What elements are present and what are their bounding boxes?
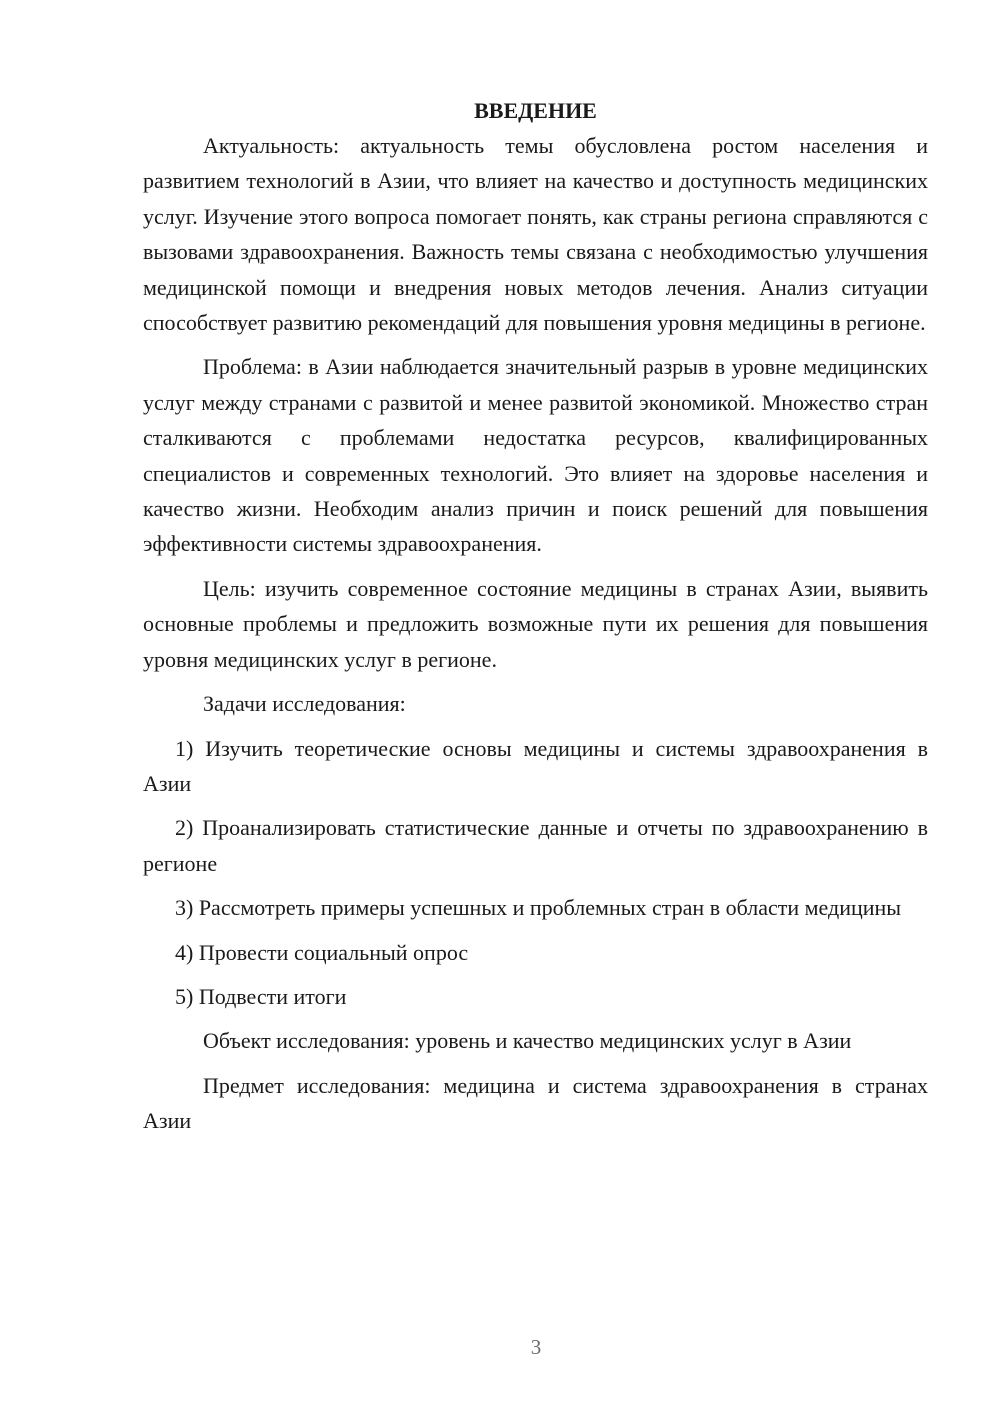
- list-item-task-3: 3) Рассмотреть примеры успешных и проблемных стран в области медицины: [175, 895, 902, 921]
- list-item-task-4: 4) Провести социальный опрос: [175, 939, 469, 965]
- list-item-task-2: 2) Проанализировать статистические данные и отчеты по здравоохранению в регионе: [143, 815, 928, 876]
- paragraph-object: Объект исследования: уровень и качество медицинских услуг в Азии: [203, 1028, 852, 1054]
- page-title: ВВЕДЕНИЕ: [474, 98, 597, 123]
- paragraph-goal: Цель: изучить современное состояние медицины в странах Азии, выявить основные проблемы и предложить возможные пути их решения для повышения уровня медицинских услуг в регионе.: [143, 575, 928, 672]
- paragraph-relevance: Актуальность: актуальность темы обусловлена ростом населения и развитием технологий в Азии, что влияет на качество и доступность медицинских услуг. Изучение этого вопроса помогает понять, как страны региона справляются с вызовами здравоохранения. Важность темы связана с необходимостью улучшения медицинской помощи и внедрения новых методов лечения. Анализ ситуации способствует развитию рекомендаций для повышения уровня медицины в регионе.: [143, 133, 928, 336]
- paragraph-subject: Предмет исследования: медицина и система здравоохранения в странах Азии: [143, 1072, 928, 1134]
- page-number: 3: [530, 1335, 542, 1359]
- list-item-task-5: 5) Подвести итоги: [175, 983, 347, 1009]
- document-page: [143, 96, 928, 1139]
- paragraph-problem: Проблема: в Азии наблюдается значительный разрыв в уровне медицинских услуг между странами с развитой и менее развитой экономикой. Множество стран сталкиваются с проблемами недостатка ресурсов, квалифицированных специалистов и современных технологий. Это влияет на здоровье населения и качество жизни. Необходим анализ причин и поиск решений для повышения эффективности системы здравоохранения.: [143, 354, 928, 557]
- list-item-task-1: 1) Изучить теоретические основы медицины и системы здравоохранения в Азии: [143, 735, 928, 796]
- paragraph-tasks-heading: Задачи исследования:: [203, 691, 406, 717]
